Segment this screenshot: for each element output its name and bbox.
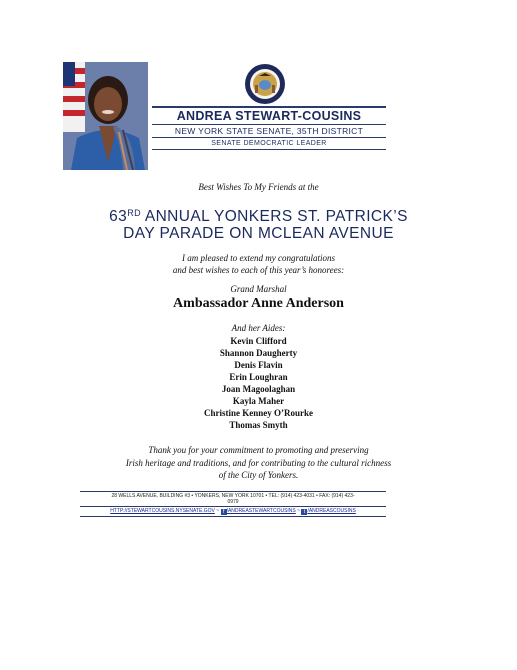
footer-top-rule [80,491,386,492]
district-rule [152,137,386,138]
ny-senate-seal [244,63,286,105]
thank-you-text [0,444,517,482]
grand-marshal-label: Grand Marshal [230,284,287,294]
twitter-link[interactable]: /ANDREASCOUSINS [307,508,356,514]
aide-name: Erin Loughran [229,372,288,382]
headline-rest: ANNUAL YONKERS ST. PATRICK’S [141,208,408,225]
congrats-line-1: I am pleased to extend my congratulations [182,253,335,263]
top-rule [152,106,386,108]
footer-address-line-2: 0979 [227,499,239,505]
footer-links [80,508,386,515]
name-rule [152,124,386,125]
letter-footer [80,491,386,517]
grand-marshal-name: Ambassador Anne Anderson [173,296,344,311]
headline-number: 63 [109,208,128,225]
footer-mid-rule [80,506,386,507]
thanks-line-3: of the City of Yonkers. [218,470,299,480]
headline-line-2: DAY PARADE ON MCLEAN AVENUE [123,225,394,242]
bottom-rule [152,149,386,150]
greeting: Best Wishes To My Friends at the [198,182,319,192]
senator-title: SENATE DEMOCRATIC LEADER [211,140,327,147]
headline-line-1 [0,204,517,226]
website-link[interactable]: HTTP://STEWARTCOUSINS.NYSENATE.GOV [110,508,215,514]
facebook-link[interactable]: /ANDREASTEWARTCOUSINS [226,508,296,514]
congrats-line-2: and best wishes to each of this year’s honorees: [172,265,345,275]
aide-name: Thomas Smyth [229,420,288,430]
aide-name: Denis Flavin [234,360,283,370]
aides-list [0,335,517,431]
aide-name: Kayla Maher [232,396,285,406]
aide-name: Christine Kenney O’Rourke [204,408,313,418]
footer-address [80,493,386,505]
senator-portrait [63,62,148,170]
footer-bottom-rule [80,516,386,517]
facebook-icon: f [221,509,227,515]
thanks-line-2: Irish heritage and traditions, and for contributing to the cultural richness [125,457,392,468]
aide-name: Joan Magoolaghan [221,384,296,394]
twitter-icon: t [301,509,307,515]
link-separator: ~ [214,508,221,514]
aides-label: And her Aides: [231,323,286,333]
link-separator: ~ [295,508,302,514]
thanks-line-1: Thank you for your commitment to promoting and preserving [148,445,369,455]
senator-district: NEW YORK STATE SENATE, 35TH DISTRICT [174,126,364,136]
portrait-image [63,62,148,170]
letterhead-name-block [152,106,386,150]
senator-name: ANDREA STEWART-COUSINS [176,109,362,123]
footer-address-line-1: 28 WELLS AVENUE, BUILDING #3 • YONKERS, NEW YORK 10701 • TEL: (914) 423-4031 • FAX: (914) 423- [111,493,355,499]
headline-ordinal: RD [127,208,141,218]
aide-name: Kevin Clifford [230,336,287,346]
seal-icon [244,63,286,105]
aide-name: Shannon Daugherty [219,348,298,358]
congratulations-text [0,252,517,276]
